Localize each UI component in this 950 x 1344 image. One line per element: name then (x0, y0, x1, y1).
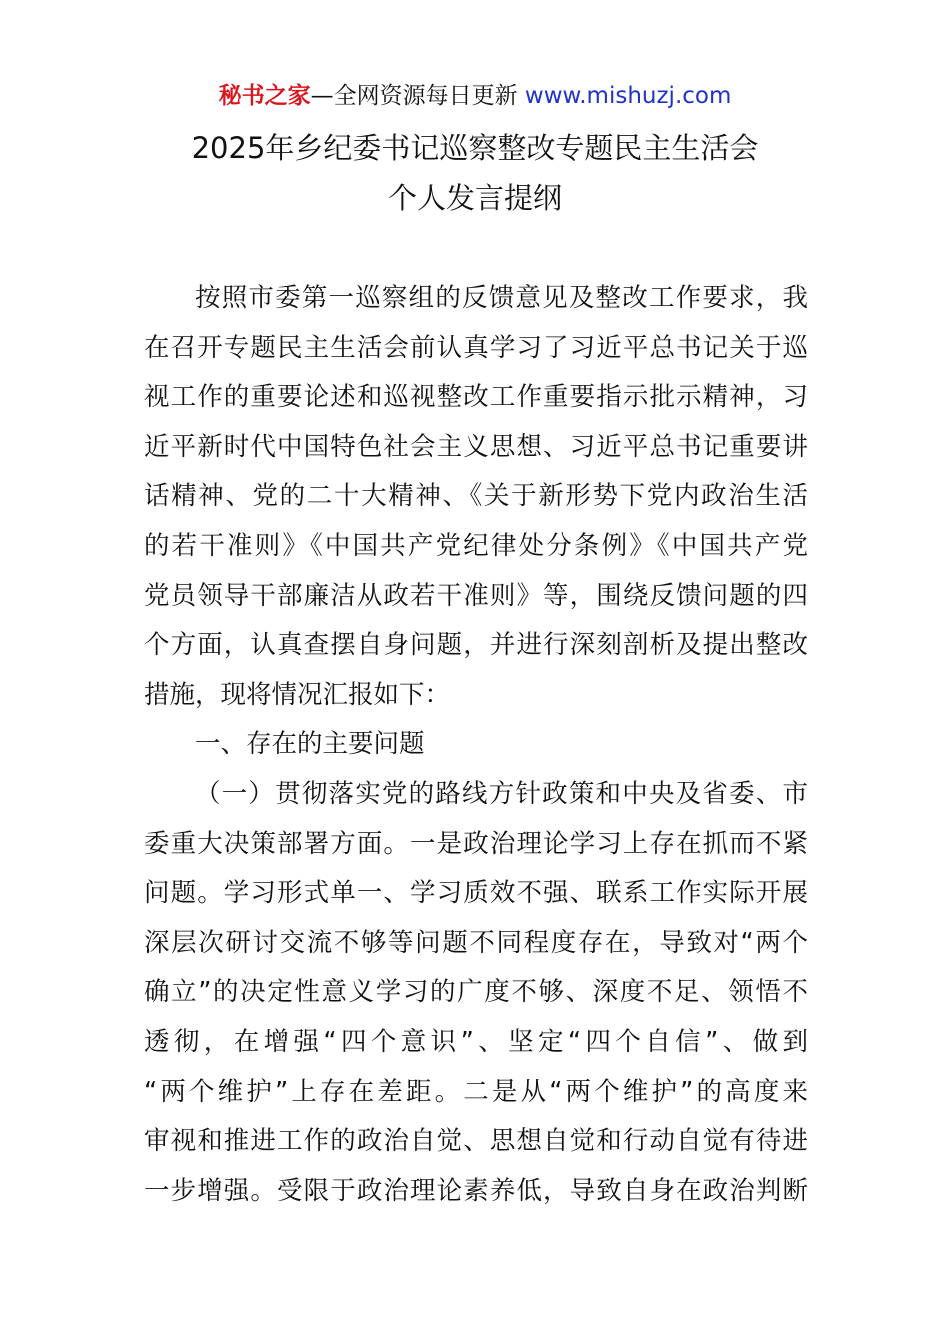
document-title-line-1: 2025年乡纪委书记巡察整改专题民主生活会 (191, 131, 759, 165)
body-line: “两个维护”上存在差距。二是从“两个维护”的高度来 (144, 1076, 808, 1107)
body-line: 委重大决策部署方面。一是政治理论学习上存在抓而不紧 (144, 828, 808, 859)
site-brand: 秘书之家 (218, 83, 311, 109)
body-line: 视工作的重要论述和巡视整改工作重要指示批示精神，习 (144, 382, 808, 413)
body-line: 一步增强。受限于政治理论素养低，导致自身在政治判断 (144, 1175, 808, 1206)
document-body (144, 274, 808, 1216)
body-line: （一）贯彻落实党的路线方针政策和中央及省委、市 (195, 778, 808, 809)
body-line: 按照市委第一巡察组的反馈意见及整改工作要求，我 (195, 283, 808, 313)
site-url-link[interactable]: www.mishuzj.com (524, 83, 732, 109)
body-line: 问题。学习形式单一、学习质效不强、联系工作实际开展 (144, 878, 808, 909)
body-line: 的若干准则》《中国共产党纪律处分条例》《中国共产党 (144, 530, 808, 561)
site-header (0, 80, 950, 112)
document-title-line-2: 个人发言提纲 (387, 181, 562, 215)
section-heading: 一、存在的主要问题 (195, 729, 425, 760)
body-line: 深层次研讨交流不够等问题不同程度存在，导致对“两个 (144, 927, 808, 958)
body-line: 个方面，认真查摆自身问题，并进行深刻剖析及提出整改 (144, 630, 808, 661)
body-line: 话精神、党的二十大精神、《关于新形势下党内政治生活 (144, 481, 808, 512)
body-line: 党员领导干部廉洁从政若干准则》等，围绕反馈问题的四 (144, 580, 808, 611)
body-line: 在召开专题民主生活会前认真学习了习近平总书记关于巡 (144, 332, 808, 363)
body-line: 审视和推进工作的政治自觉、思想自觉和行动自觉有待进 (144, 1126, 808, 1157)
body-line: 确立”的决定性意义学习的广度不够、深度不足、领悟不 (144, 977, 808, 1008)
site-slogan: —全网资源每日更新 (310, 83, 525, 109)
body-line: 透彻，在增强“四个意识”、坚定“四个自信”、做到 (144, 1026, 808, 1057)
body-line: 近平新时代中国特色社会主义思想、习近平总书记重要讲 (144, 431, 808, 462)
body-line: 措施，现将情况汇报如下： (144, 679, 451, 710)
